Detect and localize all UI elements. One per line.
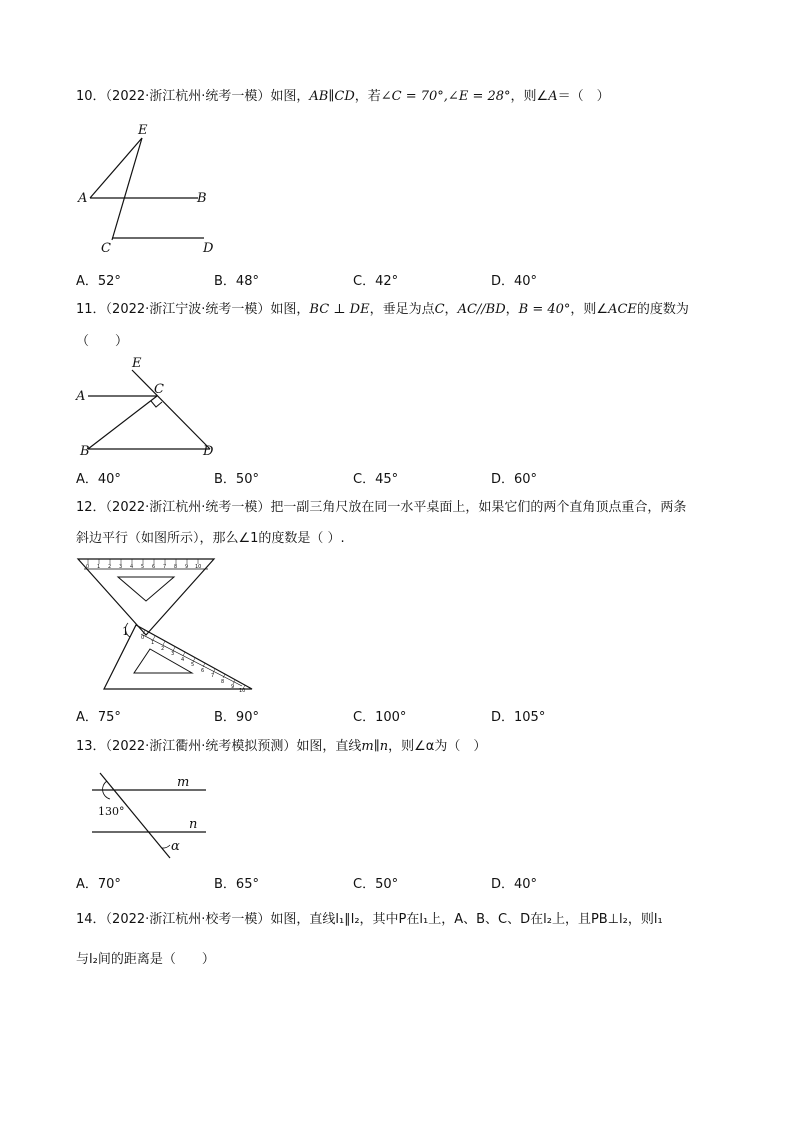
q10-source: （2022·浙江杭州·统考一模） xyxy=(105,89,271,104)
tick-label: 5 xyxy=(141,564,145,570)
q12-text: 把一副三角尺放在同一水平桌面上，如果它们的两个直角顶点重合，两条 xyxy=(270,500,687,515)
tick-label: 1 xyxy=(151,640,155,646)
q13-source: （2022·浙江衢州·统考模拟预测） xyxy=(105,739,297,754)
q10-text: ＝（ ） xyxy=(557,89,610,104)
tick-label: 7 xyxy=(163,564,167,570)
q12-stem xyxy=(76,498,686,518)
tick-label: 5 xyxy=(191,662,195,668)
tick-label: 9 xyxy=(231,684,235,690)
option-b[interactable]: B．90° xyxy=(214,710,259,725)
label-C: C xyxy=(154,382,164,397)
tick-label: 7 xyxy=(211,673,215,679)
q11-text: ，则∠ xyxy=(570,302,609,317)
q11-var: ACE xyxy=(608,302,637,317)
tick-label: 8 xyxy=(221,679,225,685)
q13-stem xyxy=(76,737,486,757)
q14-source: （2022·浙江杭州·校考一模） xyxy=(105,912,271,927)
q11-text: ， xyxy=(505,302,519,317)
q11-condition: AC//BD xyxy=(457,302,506,317)
q13-text: 如图，直线 xyxy=(296,739,362,754)
option-c[interactable]: C．50° xyxy=(353,877,399,892)
option-b[interactable]: B．50° xyxy=(214,472,259,487)
label-n: n xyxy=(189,817,198,832)
option-d[interactable]: D．60° xyxy=(491,472,538,487)
tick-label: 6 xyxy=(152,564,156,570)
q14-number: 14． xyxy=(76,912,106,927)
tick-label: 0 xyxy=(141,635,145,641)
option-a[interactable]: A．75° xyxy=(76,710,121,725)
q13-condition: m∥n xyxy=(361,739,389,754)
q14-stem-line2: 与l₂间的距离是（ ） xyxy=(76,952,215,967)
option-b[interactable]: B．48° xyxy=(214,274,259,289)
label-E: E xyxy=(132,356,142,371)
q10-condition: AB∥CD xyxy=(309,89,355,104)
q12-number: 12． xyxy=(76,500,106,515)
q10-stem xyxy=(76,87,610,107)
q13-number: 13． xyxy=(76,739,106,754)
q10-number: 10． xyxy=(76,89,106,104)
q11-stem-line2: （ ） xyxy=(76,334,129,349)
alpha-label: α xyxy=(171,839,180,854)
option-a[interactable]: A．70° xyxy=(76,877,121,892)
label-C: C xyxy=(101,241,111,256)
label-E: E xyxy=(138,123,148,138)
option-d[interactable]: D．105° xyxy=(491,710,546,725)
option-a[interactable]: A．52° xyxy=(76,274,121,289)
option-c[interactable]: C．45° xyxy=(353,472,399,487)
label-A: A xyxy=(76,389,86,404)
angle-130-label: 130° xyxy=(98,805,125,818)
tick-label: 3 xyxy=(171,651,175,657)
label-A: A xyxy=(78,191,88,206)
q13-text: ，则∠α为（ ） xyxy=(388,739,487,754)
q14-stem xyxy=(76,910,663,930)
tick-label: 1 xyxy=(97,564,101,570)
option-c[interactable]: C．42° xyxy=(353,274,399,289)
label-D: D xyxy=(203,444,214,459)
tick-label: 10 xyxy=(239,688,246,694)
option-c[interactable]: C．100° xyxy=(353,710,407,725)
angle-1-label: 1 xyxy=(122,625,129,638)
q14-text: 如图，直线l₁∥l₂，其中P在l₁上，A、B、C、D在l₂上，且PB⊥l₂，则l₁ xyxy=(270,912,663,927)
tick-label: 6 xyxy=(201,668,205,674)
q10-figure xyxy=(70,118,230,258)
q12-source: （2022·浙江杭州·统考一模） xyxy=(105,500,271,515)
label-D: D xyxy=(203,241,214,256)
q13-figure xyxy=(70,765,230,865)
tick-label: 4 xyxy=(181,657,185,663)
option-d[interactable]: D．40° xyxy=(491,274,538,289)
q10-var: A xyxy=(548,89,558,104)
option-a[interactable]: A．40° xyxy=(76,472,121,487)
q11-number: 11． xyxy=(76,302,106,317)
option-b[interactable]: B．65° xyxy=(214,877,259,892)
q11-text: 的度数为 xyxy=(636,302,689,317)
tick-label: 10 xyxy=(195,564,202,570)
tick-label: 4 xyxy=(130,564,134,570)
label-m: m xyxy=(177,775,190,790)
tick-label: 0 xyxy=(86,564,90,570)
q12-stem-line2: 斜边平行（如图所示），那么∠1的度数是（ ）. xyxy=(76,531,345,546)
q11-var: C xyxy=(434,302,445,317)
q10-text: ，若 xyxy=(354,89,381,104)
q11-source: （2022·浙江宁波·统考一模） xyxy=(105,302,271,317)
tick-label: 2 xyxy=(108,564,112,570)
q11-condition: B = 40° xyxy=(518,302,571,317)
q11-text: ， xyxy=(444,302,458,317)
q10-condition: ∠C = 70°,∠E = 28° xyxy=(380,89,511,104)
label-B: B xyxy=(80,444,90,459)
q10-text: ，则∠ xyxy=(510,89,549,104)
q10-text: 如图， xyxy=(270,89,310,104)
option-d[interactable]: D．40° xyxy=(491,877,538,892)
q11-text: 如图， xyxy=(270,302,310,317)
bottom-ruler-ticks xyxy=(143,630,245,689)
tick-label: 2 xyxy=(161,646,165,652)
tick-label: 8 xyxy=(174,564,178,570)
q11-text: ，垂足为点 xyxy=(369,302,435,317)
tick-label: 3 xyxy=(119,564,123,570)
q11-figure xyxy=(70,355,230,460)
label-B: B xyxy=(197,191,207,206)
q11-condition: BC ⊥ DE xyxy=(309,302,370,317)
q11-stem xyxy=(76,300,689,320)
tick-label: 9 xyxy=(185,564,189,570)
q12-figure xyxy=(70,555,270,695)
